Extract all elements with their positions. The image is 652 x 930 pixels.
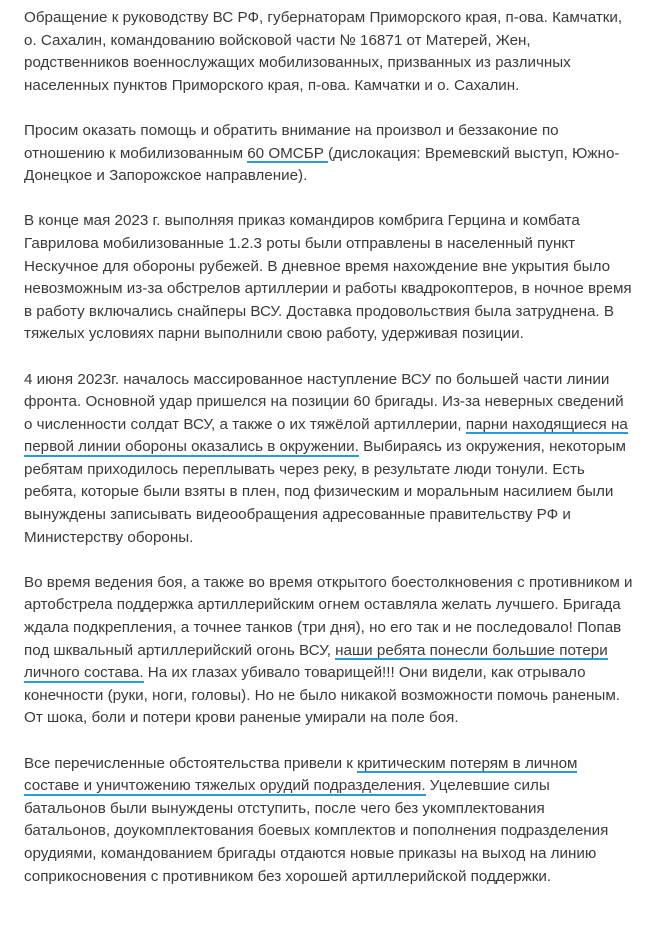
underlined-highlight: критическим потерям в личном составе и уничтожению тяжелых орудий подразделения. <box>24 754 578 795</box>
paragraph-consequences <box>24 753 634 889</box>
paragraph-text: Выбираясь из окружения, некоторым ребятам приходилось переплывать через реку, в результате люди тонули. Есть ребята, которые были взяты в плен, под физическим и моральным насилием были вынуждены записывать видеообращения адресованные правительству РФ и Министерству обороны. <box>24 438 626 546</box>
paragraph-text: (дислокация: Времевский выступ, Южно-Донецкое и Запорожское направление). <box>24 144 620 185</box>
underlined-highlight: 60 ОМСБР <box>247 144 329 162</box>
paragraph-may-events: В конце мая 2023 г. выполняя приказ командиров комбрига Герцина и комбата Гаврилова мобилизованные 1.2.3 роты были отправлены в населенный пункт Нескучное для обороны рубежей. В дневное время нахождение вне укрытия было невозможным из-за обстрелов артиллерии и работы квадрокоптеров, в ночное время в работу включались снайперы ВСУ. Доставка продовольствия была затруднена. В тяжелых условиях парни выполнили свою работу, удерживая позиции. <box>24 212 632 343</box>
paragraph-text: На их глазах убивало товарищей!!! Они видели, как отрывало конечности (руки, ноги, головы). Но не было никакой возможности помочь раненым. От шока, боли и потери крови раненые умирали на поле боя. <box>24 664 620 727</box>
paragraph-text: Просим оказать помощь и обратить внимание на произвол и беззаконие по отношению к мобилизованным <box>24 121 559 162</box>
paragraph-text: Уцелевшие силы батальонов были вынуждены отступить, после чего без укомплектования батальонов, доукомплектования боевых комплектов и пополнения подразделения орудиями, командованием бригады отдаются новые приказы на выход на линию соприкосновения с противником без хорошей артиллерийской поддержки. <box>24 777 609 885</box>
paragraph-text: Во время ведения боя, а также во время открытого боестолкновения с противником и артобстрела поддержка артиллерийским огнем оставляла желать лучшего. Бригада ждала подкрепления, а точнее танков (три дня), но его так и не последовало! Попав под шквальный артиллерийский огонь ВСУ, <box>24 573 633 659</box>
appeal-document <box>24 7 634 911</box>
paragraph-text: 4 июня 2023г. началось массированное наступление ВСУ по большей части линии фронта. Основной удар пришелся на позиции 60 бригады. Из-за неверных сведений о численности солдат ВСУ, а также о их тяжёлой артиллерии, <box>24 370 624 433</box>
paragraph-addressees: Обращение к руководству ВС РФ, губернаторам Приморского края, п-ова. Камчатки, о. Сахалин, командованию войсковой части № 16871 от Матерей, Жен, родственников военнослужащих мобилизованных, призванных из различных населенных пунктов Приморского края, п-ова. Камчатки и о. Сахалин. <box>24 9 623 94</box>
paragraph-battle-losses <box>24 572 634 730</box>
paragraph-request <box>24 120 634 188</box>
underlined-highlight: наши ребята понесли большие потери личного состава. <box>24 641 608 682</box>
paragraph-june-offensive <box>24 369 634 550</box>
paragraph-text: Все перечисленные обстоятельства привели к <box>24 754 358 772</box>
underlined-highlight: парни находящиеся на первой линии обороны оказались в окружении. <box>24 415 628 456</box>
